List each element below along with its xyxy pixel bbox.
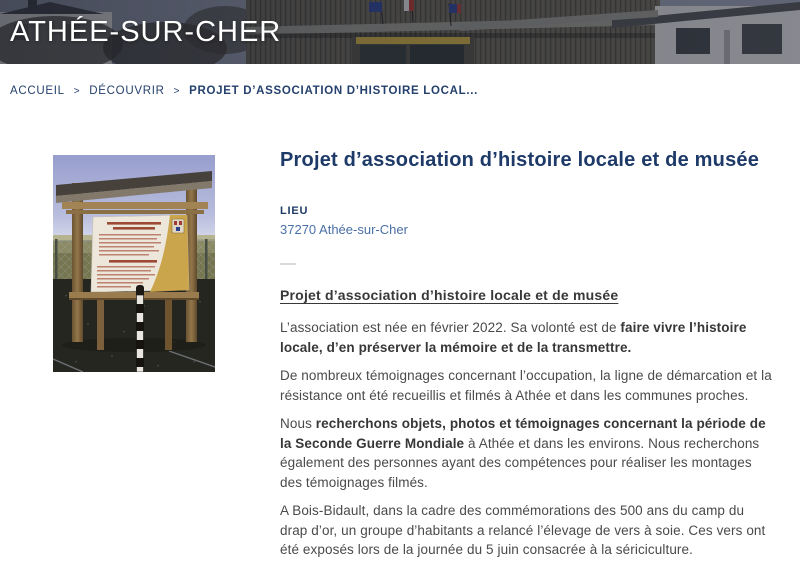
breadcrumb-separator-icon: > bbox=[73, 85, 81, 97]
section-divider bbox=[280, 263, 296, 265]
article-paragraph-1 bbox=[280, 318, 774, 357]
breadcrumb-separator-icon: > bbox=[173, 85, 181, 97]
article-paragraph-3 bbox=[280, 414, 774, 492]
article-paragraph-2: De nombreux témoignages concernant l’occupation, la ligne de démarcation et la résistance ont été recueillis et filmés à Athée et dans les communes proches. bbox=[280, 368, 772, 403]
location-link[interactable]: 37270 Athée-sur-Cher bbox=[280, 222, 408, 237]
paragraph-text: Nous bbox=[280, 416, 316, 431]
article-heading: Projet d’association d’histoire locale et de musée bbox=[280, 287, 619, 303]
article-body bbox=[280, 286, 774, 560]
site-title: ATHÉE-SUR-CHER bbox=[10, 16, 282, 48]
site-header bbox=[0, 0, 800, 64]
article-paragraph-4: A Bois-Bidault, dans la cadre des commémorations des 500 ans du camp du drap d’or, un groupe d’habitants a relancé l’élevage de vers à soie. Ces vers ont été exposés lors de la journée du 5 juin consacrée à la sériciculture. bbox=[280, 503, 766, 557]
paragraph-bold-text: recherchons objets, photos et témoignages concernant la période de la Seconde Guerre Mondiale bbox=[280, 416, 766, 451]
breadcrumb-current-page: PROJET D’ASSOCIATION D’HISTOIRE LOCAL... bbox=[189, 85, 479, 97]
location-label: LIEU bbox=[280, 205, 309, 217]
article-image bbox=[53, 155, 215, 372]
paragraph-text: à Athée et dans les environs. Nous recherchons également des personnes ayant des compétences pour réaliser les montages des témoignages filmés. bbox=[280, 435, 760, 490]
breadcrumb-link-decouvrir[interactable]: DÉCOUVRIR bbox=[89, 85, 165, 97]
breadcrumb bbox=[10, 80, 478, 102]
paragraph-text: L’association est née en février 2022. Sa volonté est de bbox=[280, 320, 621, 335]
main-content bbox=[280, 147, 774, 569]
location-meta bbox=[280, 204, 774, 239]
breadcrumb-link-accueil[interactable]: ACCUEIL bbox=[10, 85, 65, 97]
page-title: Projet d’association d’histoire locale et de musée bbox=[280, 149, 760, 171]
sign-photo-illustration bbox=[53, 155, 215, 372]
paragraph-bold-text: faire vivre l’histoire locale, d’en préserver la mémoire et de la transmettre. bbox=[280, 320, 747, 355]
